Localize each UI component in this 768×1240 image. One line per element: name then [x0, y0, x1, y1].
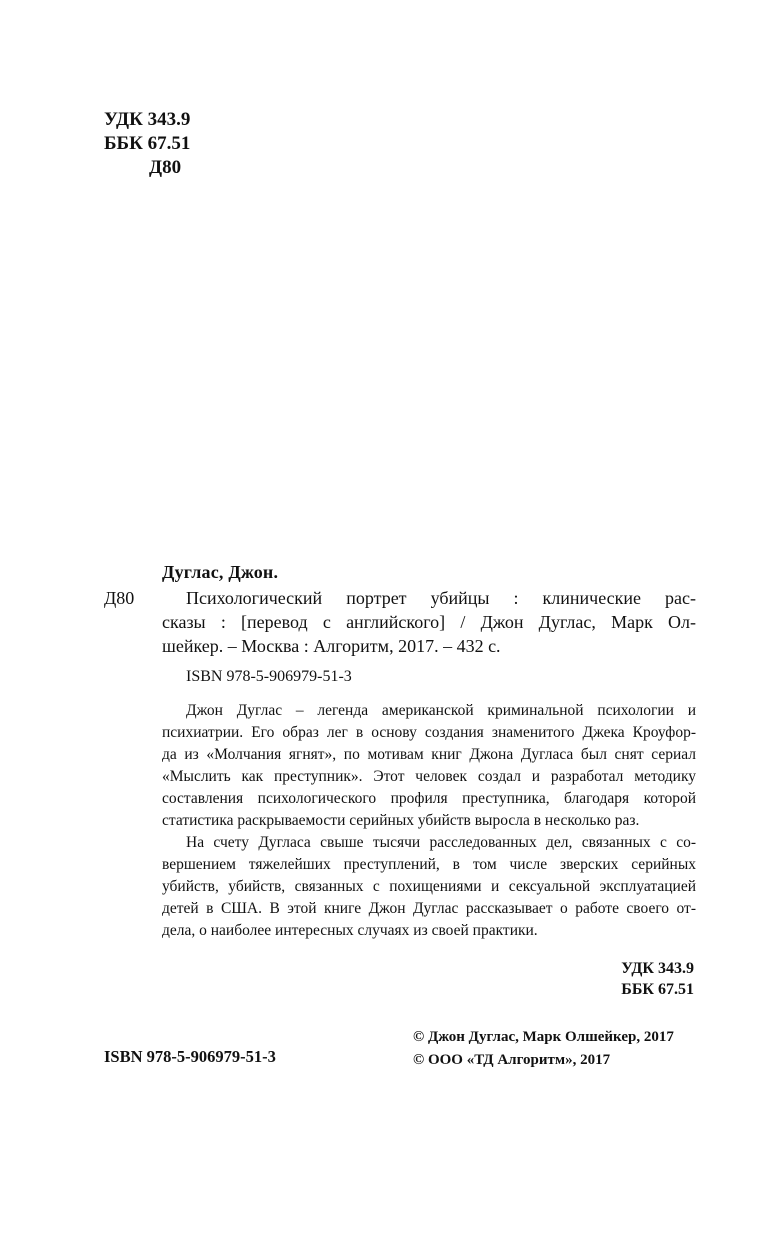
annotation-line: На счету Дугласа свыше тысячи расследованных дел, связанных с со-: [186, 834, 696, 851]
annotation-line: детей в США. В этой книге Джон Дуглас рассказывает о работе своего от-: [162, 900, 696, 917]
biblio-line: шейкер. – Москва : Алгоритм, 2017. – 432 с.: [162, 636, 501, 656]
udk-code-top: УДК 343.9: [104, 109, 191, 130]
annotation-line: психиатрии. Его образ лег в основу создания знаменитого Джека Кроуфор-: [162, 724, 696, 741]
isbn-record: ISBN 978-5-906979-51-3: [186, 668, 352, 685]
annotation-line: Джон Дуглас – легенда американской криминальной психологии и: [186, 702, 696, 719]
annotation-line: убийств, убийств, связанных с похищениями и сексуальной эксплуатацией: [162, 878, 696, 895]
author-heading: Дуглас, Джон.: [162, 562, 279, 582]
isbn-footer: ISBN 978-5-906979-51-3: [104, 1047, 276, 1066]
biblio-line: сказы : [перевод с английского] / Джон Дуглас, Марк Ол-: [162, 612, 696, 632]
annotation-line: да из «Молчания ягнят», по мотивам книг Джона Дугласа был снят сериал: [162, 746, 696, 763]
annotation-line: дела, о наиболее интересных случаях из своей практики.: [162, 922, 538, 939]
annotation-line: составления психологического профиля преступника, благодаря которой: [162, 790, 696, 807]
annotation-line: статистика раскрываемости серийных убийств выросла в несколько раз.: [162, 812, 640, 829]
annotation-line: «Мыслить как преступник». Этот человек создал и разработал методику: [162, 768, 696, 785]
copyright-publisher: © ООО «ТД Алгоритм», 2017: [413, 1052, 611, 1068]
author-mark: Д80: [104, 588, 135, 608]
bbk-code-bottom: ББК 67.51: [621, 981, 694, 998]
bbk-code-top: ББК 67.51: [104, 133, 191, 154]
biblio-line: Психологический портрет убийцы : клинические рас-: [186, 588, 696, 608]
author-mark-top: Д80: [149, 157, 182, 178]
copyright-authors: © Джон Дуглас, Марк Олшейкер, 2017: [413, 1029, 674, 1045]
udk-code-bottom: УДК 343.9: [621, 960, 694, 977]
annotation-line: вершением тяжелейших преступлений, в том числе зверских серийных: [162, 856, 696, 873]
